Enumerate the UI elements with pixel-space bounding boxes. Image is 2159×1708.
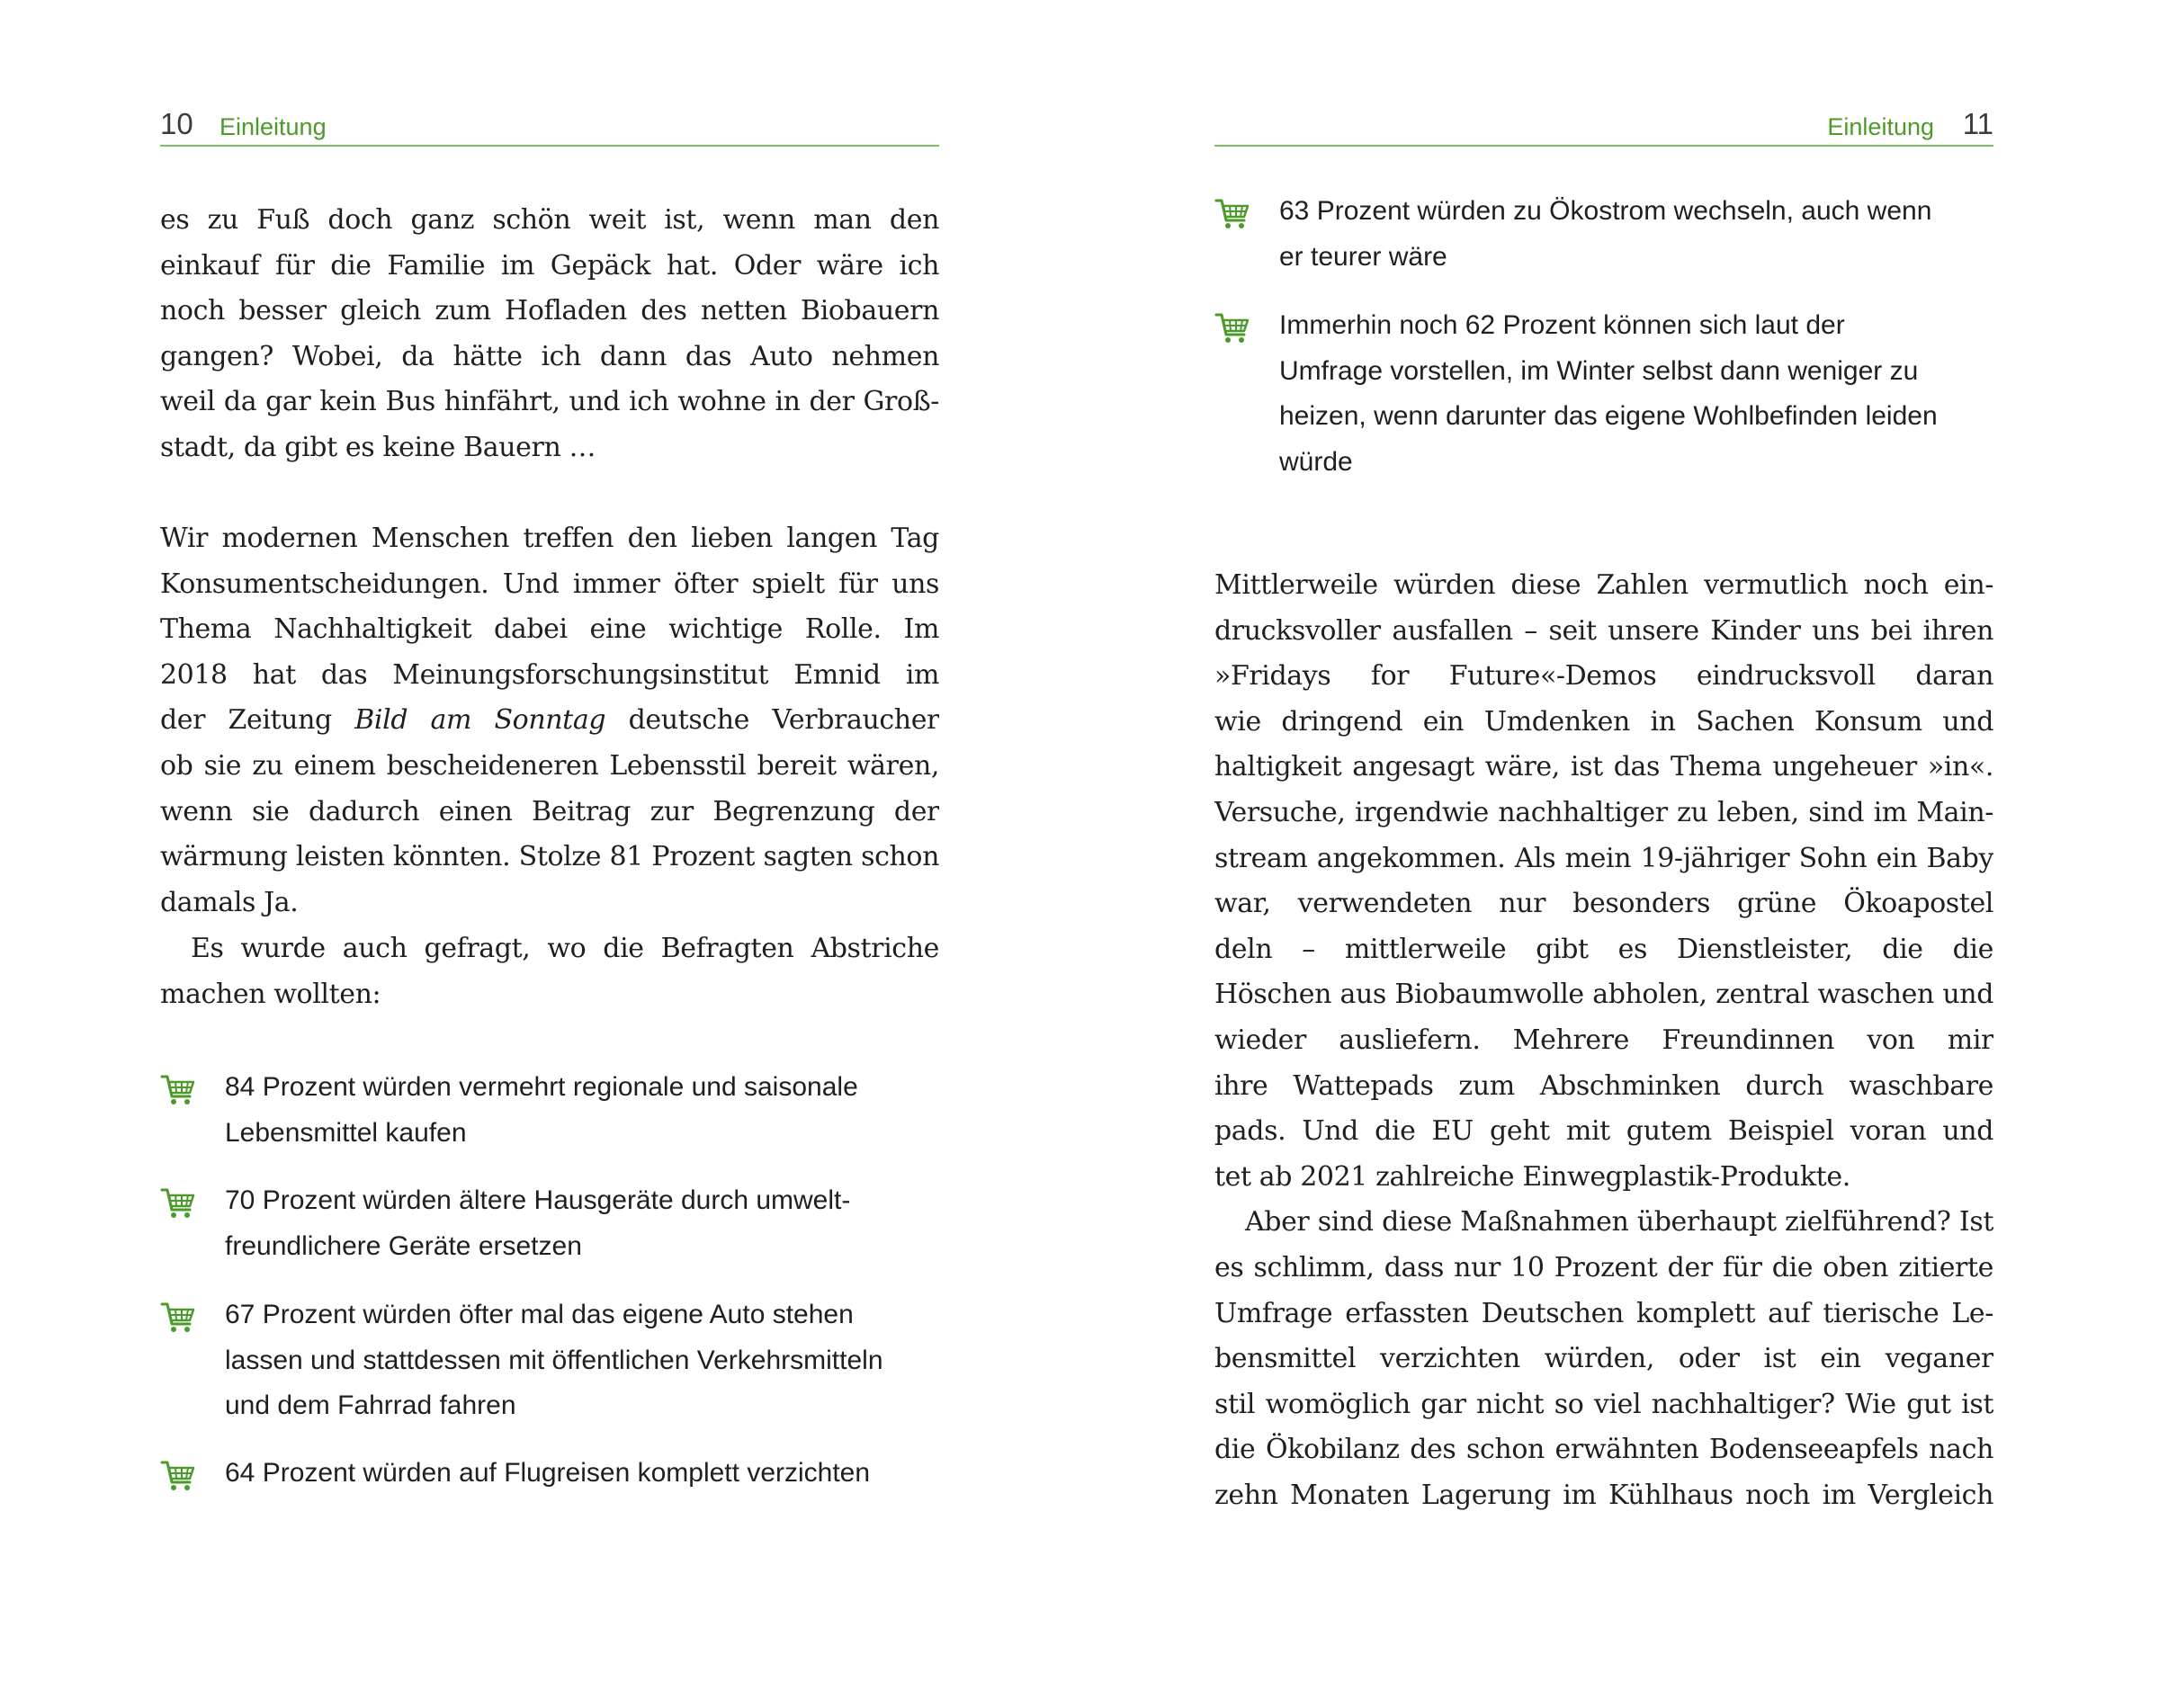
text-line: wieder ausliefern. Mehrere Freundinnen von mir [1214,1024,1993,1056]
text-line: wenn sie dadurch einen Beitrag zur Begrenzung der [160,795,939,827]
section-title: Einleitung [1827,113,1934,140]
text-line: Aber sind diese Maßnahmen überhaupt zielführend? Ist [1245,1206,1993,1239]
text-line: die Ökobilanz des schon erwähnten Bodenseeapfels nach [1214,1434,1993,1466]
text-line: Mittlerweile würden diese Zahlen vermutlich noch ein- [1214,569,1993,601]
text-line: Konsumentscheidungen. Und immer öfter spielt für uns [160,568,939,600]
text-line: machen wollten: [160,978,381,1010]
running-header [160,103,939,147]
text-line: Wir modernen Menschen treffen den lieben langen Tag [160,523,939,554]
list-item-text: und dem Fahrrad fahren [225,1391,516,1421]
page-number: 10 [160,107,193,140]
shopping-cart-icon [1214,196,1250,232]
text-line: 2018 hat das Meinungsforschungsinstitut Emnid im [160,658,939,691]
text-line: Thema Nachhaltigkeit dabei eine wichtige Rolle. Im [160,613,939,646]
text-line: pads. Und die EU geht mit gutem Beispiel voran und [1214,1115,1993,1148]
shopping-cart-icon [160,1458,196,1494]
text-line: »Fridays for Future«-Demos eindrucksvoll daran [1214,660,1993,693]
text-line: es schlimm, dass nur 10 Prozent der für die oben zitierte [1214,1251,1993,1283]
text-run: deutsche Verbraucher [628,704,939,737]
publication-title: Bild am Sonntag [354,704,606,737]
text-line: Umfrage erfassten Deutschen komplett auf tierische Le- [1214,1297,1993,1329]
list-item-text: 70 Prozent würden ältere Hausgeräte durch umwelt- [225,1185,851,1215]
text-line: Es wurde auch gefragt, wo die Befragten Abstriche [191,933,939,964]
text-line: stadt, da gibt es keine Bauern … [160,431,596,463]
running-header [1214,103,1993,147]
text-line: wie dringend ein Umdenken in Sachen Konsum und [1214,705,1993,738]
shopping-cart-icon [160,1300,196,1336]
list-item-text: 84 Prozent würden vermehrt regionale und saisonale [225,1072,858,1102]
list-item-text: Umfrage vorstellen, im Winter selbst dann weniger zu [1279,355,1919,386]
list-item-text: 64 Prozent würden auf Flugreisen komplett verzichten [225,1458,871,1488]
text-line: einkauf für die Familie im Gepäck hat. Oder wäre ich [160,249,939,282]
text-line: stil womöglich gar nicht so viel nachhaltiger? Wie gut ist [1214,1388,1993,1420]
text-line: ihre Wattepads zum Abschminken durch waschbare [1214,1069,1993,1102]
section-title: Einleitung [219,113,327,140]
text-line [160,698,939,744]
text-line: Versuche, irgendwie nachhaltiger zu leben, sind im Main- [1214,796,1993,828]
shopping-cart-icon [1214,310,1250,346]
list-item-text: er teurer wäre [1279,241,1447,272]
text-line: Höschen aus Biobaumwolle abholen, zentral waschen und [1214,979,1993,1011]
shopping-cart-icon [160,1185,196,1221]
text-line: gangen? Wobei, da hätte ich dann das Auto nehmen [160,340,939,372]
paragraph [1214,563,1993,1518]
text-line: ob sie zu einem bescheideneren Lebensstil bereit wären, [160,749,939,782]
text-line: haltigkeit angesagt wäre, ist das Thema ungeheuer »in«. [1214,751,1993,783]
text-line: tet ab 2021 zahlreiche Einwegplastik-Produkte. [1214,1160,1850,1193]
list-item-text: würde [1279,446,1353,477]
list-item-text: freundlichere Geräte ersetzen [225,1230,582,1261]
text-line: drucksvoller ausfallen – seit unsere Kinder uns bei ihren [1214,614,1993,647]
list-item-text: 63 Prozent würden zu Ökostrom wechseln, auch wenn [1279,196,1932,226]
list-item-text: Lebensmittel kaufen [225,1117,467,1148]
page-number: 11 [1962,107,1993,140]
right-page [1080,0,2159,1708]
text-line: war, verwendeten nur besonders grüne Ökoapostel [1214,888,1993,920]
list-item-text: lassen und stattdessen mit öffentlichen Verkehrsmitteln [225,1345,883,1375]
text-line: es zu Fuß doch ganz schön weit ist, wenn man den [160,204,939,236]
text-run: der Zeitung [160,704,355,737]
list-item-text: heizen, wenn darunter das eigene Wohlbefinden leiden [1279,401,1938,432]
text-line: bensmittel verzichten würden, oder ist ein veganer [1214,1343,1993,1375]
text-line: deln – mittlerweile gibt es Dienstleister, die die [1214,933,1993,965]
shopping-cart-icon [160,1072,196,1108]
paragraph [160,926,939,1017]
text-line: zehn Monaten Lagerung im Kühlhaus noch im Vergleich [1214,1479,1993,1511]
text-line: noch besser gleich zum Hofladen des netten Biobauern [160,295,939,327]
text-line: damals Ja. [160,886,299,918]
list-item-text: 67 Prozent würden öfter mal das eigene Auto stehen [225,1300,854,1329]
paragraph [160,516,939,926]
text-line: stream angekommen. Als mein 19-jähriger Sohn ein Baby [1214,842,1993,874]
text-line: weil da gar kein Bus hinfährt, und ich wohne in der Groß- [160,386,939,418]
paragraph [160,198,939,471]
list-item-text: Immerhin noch 62 Prozent können sich laut der [1279,310,1845,340]
text-line: wärmung leisten könnten. Stolze 81 Prozent sagten schon [160,841,939,873]
